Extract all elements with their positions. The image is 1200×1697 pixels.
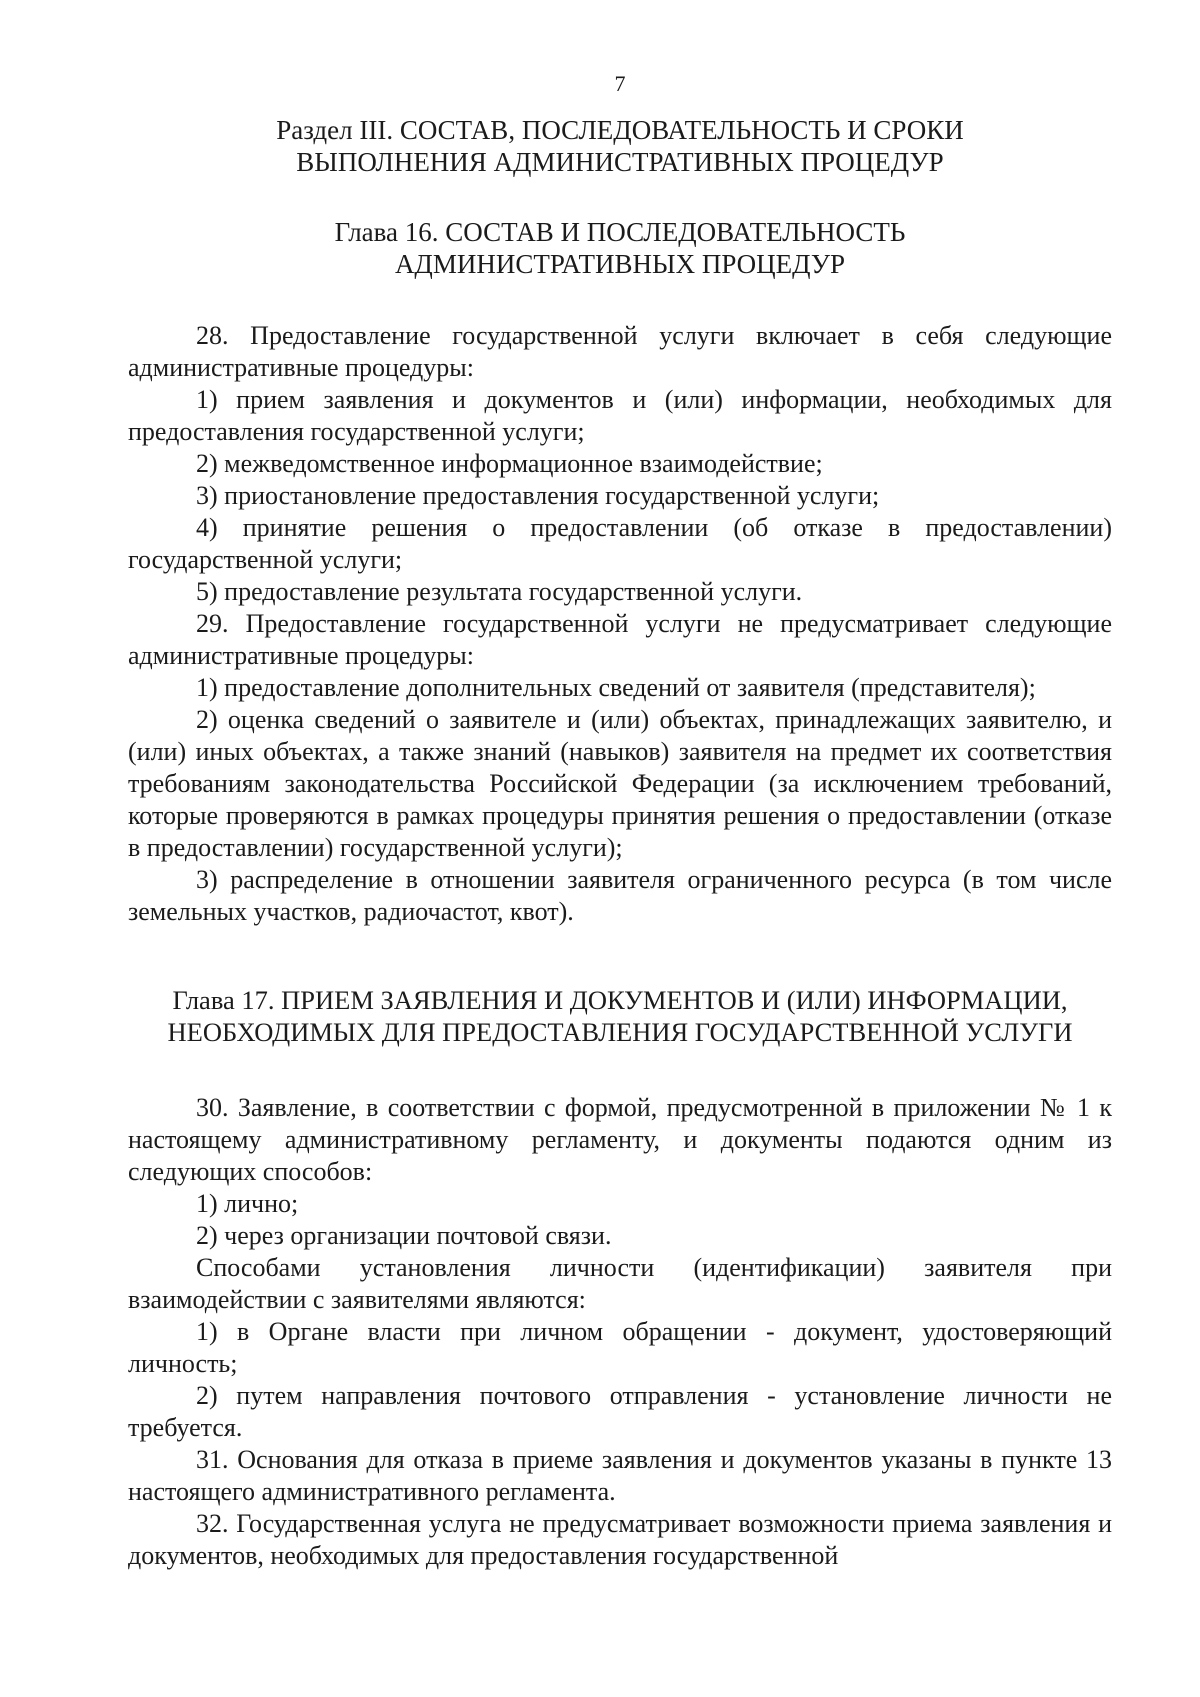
chapter-16-body [128, 320, 1112, 928]
paragraph: 29. Предоставление государственной услуги не предусматривает следующие административные процедуры: [128, 609, 1112, 670]
paragraph: 3) распределение в отношении заявителя ограниченного ресурса (в том числе земельных участков, радиочастот, квот). [128, 865, 1112, 926]
chapter-17-body [128, 1092, 1112, 1572]
chapter-16-heading-line-1: Глава 16. СОСТАВ И ПОСЛЕДОВАТЕЛЬНОСТЬ [334, 217, 906, 247]
section-heading-line-1: Раздел III. СОСТАВ, ПОСЛЕДОВАТЕЛЬНОСТЬ И СРОКИ [276, 115, 964, 145]
chapter-16-heading [128, 216, 1112, 280]
paragraph: 2) межведомственное информационное взаимодействие; [196, 449, 823, 478]
paragraph: 2) оценка сведений о заявителе и (или) объектах, принадлежащих заявителю, и (или) иных объектах, а также знаний (навыков) заявителя на предмет их соответствия требованиям законодательства Российской Федерации (за исключением требований, которые проверяются в рамках процедуры принятия решения о предоставлении (отказе в предоставлении) государственной услуги); [128, 705, 1112, 862]
paragraph: 1) лично; [196, 1189, 299, 1218]
page-number: 7 [614, 71, 626, 96]
paragraph: 28. Предоставление государственной услуги включает в себя следующие административные процедуры: [128, 321, 1112, 382]
chapter-17-heading-line-1: Глава 17. ПРИЕМ ЗАЯВЛЕНИЯ И ДОКУМЕНТОВ И (ИЛИ) ИНФОРМАЦИИ, [172, 985, 1068, 1015]
paragraph: 4) принятие решения о предоставлении (об отказе в предоставлении) государственной услуги; [128, 513, 1112, 574]
paragraph: 1) предоставление дополнительных сведений от заявителя (представителя); [196, 673, 1036, 702]
section-heading [128, 114, 1112, 178]
paragraph: 3) приостановление предоставления государственной услуги; [196, 481, 880, 510]
paragraph: 32. Государственная услуга не предусматривает возможности приема заявления и документов, необходимых для предоставления государственной [128, 1509, 1112, 1570]
paragraph: 2) через организации почтовой связи. [196, 1221, 612, 1250]
chapter-16-heading-line-2: АДМИНИСТРАТИВНЫХ ПРОЦЕДУР [394, 249, 846, 279]
paragraph: 5) предоставление результата государственной услуги. [196, 577, 803, 606]
section-heading-line-2: ВЫПОЛНЕНИЯ АДМИНИСТРАТИВНЫХ ПРОЦЕДУР [296, 147, 944, 177]
paragraph: 2) путем направления почтового отправления - установление личности не требуется. [128, 1381, 1112, 1442]
paragraph: 1) прием заявления и документов и (или) информации, необходимых для предоставления государственной услуги; [128, 385, 1112, 446]
paragraph: 31. Основания для отказа в приеме заявления и документов указаны в пункте 13 настоящего административного регламента. [128, 1445, 1112, 1506]
paragraph: 30. Заявление, в соответствии с формой, предусмотренной в приложении № 1 к настоящему административному регламенту, и документы подаются одним из следующих способов: [128, 1093, 1112, 1186]
paragraph: Способами установления личности (идентификации) заявителя при взаимодействии с заявителями являются: [128, 1253, 1112, 1314]
chapter-17-heading [128, 984, 1112, 1048]
paragraph: 1) в Органе власти при личном обращении - документ, удостоверяющий личность; [128, 1317, 1112, 1378]
chapter-17-heading-line-2: НЕОБХОДИМЫХ ДЛЯ ПРЕДОСТАВЛЕНИЯ ГОСУДАРСТВЕННОЙ УСЛУГИ [167, 1017, 1073, 1047]
